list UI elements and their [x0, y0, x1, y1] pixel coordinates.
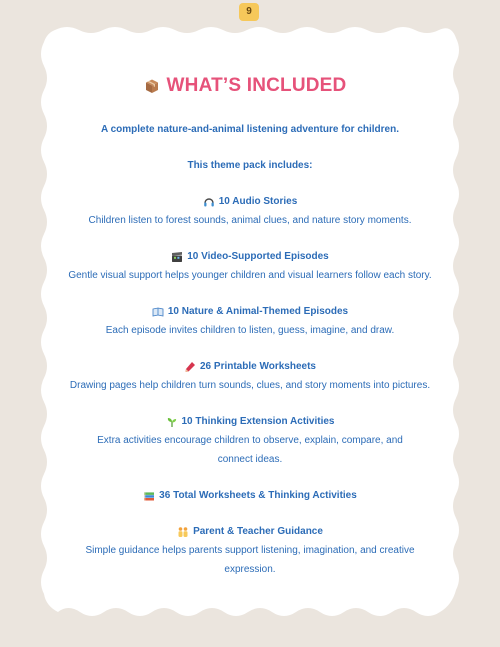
item-description: Each episode invites children to listen, guess, imagine, and draw. — [105, 325, 395, 336]
item-total-worksheets — [62, 487, 438, 505]
content-column — [62, 70, 438, 579]
item-video-episodes — [62, 248, 438, 285]
item-description: Children listen to forest sounds, animal clues, and nature story moments. — [88, 215, 412, 226]
item-title: 26 Printable Worksheets — [200, 361, 316, 372]
page-title: WHAT’S INCLUDED — [166, 75, 347, 96]
item-title: 10 Nature & Animal-Themed Episodes — [167, 306, 349, 317]
item-title: Parent & Teacher Guidance — [193, 526, 323, 537]
item-description: Simple guidance helps parents support listening, imagination, and creative expression. — [85, 545, 415, 575]
family-icon — [177, 526, 189, 538]
item-description: Drawing pages help children turn sounds, clues, and story moments into pictures. — [69, 380, 431, 391]
item-description: Gentle visual support helps younger children and visual learners follow each story. — [68, 270, 432, 281]
crayon-icon — [184, 361, 196, 373]
headphones-icon — [203, 196, 215, 208]
item-audio-stories — [62, 193, 438, 230]
books-icon — [143, 490, 155, 502]
includes-heading: This theme pack includes: — [187, 160, 313, 171]
package-box-icon — [144, 78, 160, 94]
item-title: 10 Video-Supported Episodes — [187, 251, 329, 262]
clapperboard-icon — [171, 251, 183, 263]
item-title: 10 Audio Stories — [218, 196, 298, 207]
item-title: 36 Total Worksheets & Thinking Activities — [159, 490, 357, 501]
item-thinking-activities — [62, 413, 438, 469]
item-themed-episodes — [62, 303, 438, 340]
item-title: 10 Thinking Extension Activities — [181, 416, 335, 427]
item-description: Extra activities encourage children to observe, explain, compare, and connect ideas. — [97, 435, 403, 465]
page-heading — [52, 70, 438, 102]
seedling-icon — [166, 416, 178, 428]
book-icon — [152, 306, 164, 318]
item-printable-worksheets — [62, 358, 438, 395]
item-parent-guidance — [62, 523, 438, 579]
intro-text: A complete nature-and-animal listening adventure for children. — [100, 124, 399, 135]
page-number-badge: 9 — [239, 3, 259, 21]
